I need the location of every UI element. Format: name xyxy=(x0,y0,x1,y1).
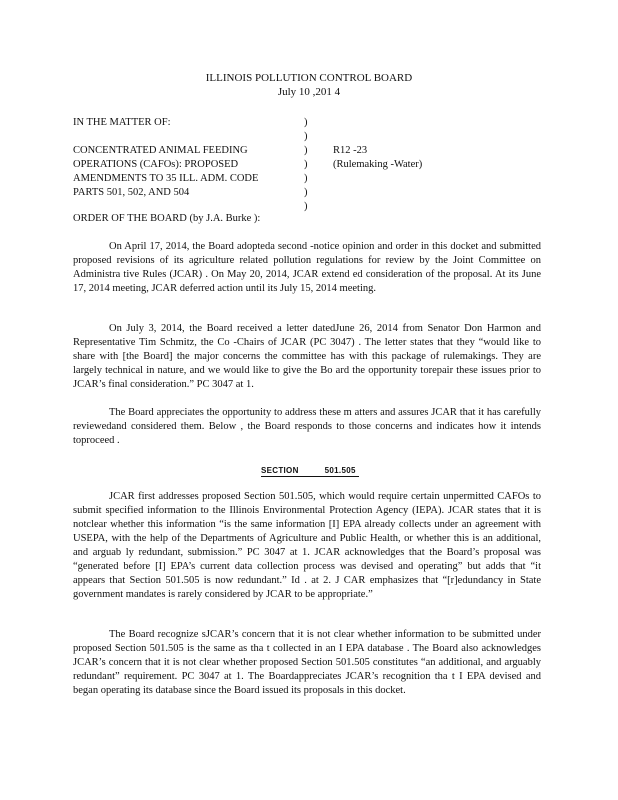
paragraph-1-text: On April 17, 2014, the Board adopteda second -notice opinion and order in this docket and submitted proposed revisions of its agriculture related pollution regulations for review by the Joint Committee on Administra tive Rules (JCAR) . On May 20, 2014, JCAR extend ed consideration of the proposal. At its June 17, 2014 meeting, JCAR deferred action until its July 15, 2014 meeting. xyxy=(73,241,541,294)
caption-paren: ) xyxy=(304,187,308,198)
paragraph-3 xyxy=(73,406,541,448)
section-number: 501.505 xyxy=(324,466,356,475)
caption-line-1: IN THE MATTER OF: xyxy=(73,117,171,128)
caption-paren: ) xyxy=(304,145,308,156)
caption-paren: ) xyxy=(304,117,308,128)
docket-number: R12 -23 xyxy=(333,145,368,156)
order-line: ORDER OF THE BOARD (by J.A. Burke ): xyxy=(73,213,261,224)
caption-paren: ) xyxy=(304,173,308,184)
paragraph-1 xyxy=(73,240,541,296)
board-title: ILLINOIS POLLUTION CONTROL BOARD xyxy=(205,72,413,84)
caption-line-3: CONCENTRATED ANIMAL FEEDING xyxy=(73,145,248,156)
caption-paren: ) xyxy=(304,159,308,170)
paragraph-5 xyxy=(73,628,541,698)
section-label: SECTION xyxy=(261,466,299,475)
caption-line-4: OPERATIONS (CAFOs): PROPOSED xyxy=(73,159,239,170)
paragraph-2-text: On July 3, 2014, the Board received a letter datedJune 26, 2014 from Senator Don Harmon and Representative Tim Schmitz, the Co -Chairs of JCAR (PC 3047) . The letter states that they “would like to share with [the Board] the major concerns the committee has with this package of rulemakings. They are largely technical in nature, and we would like to give the Bo ard the opportunity torepair these issues prior to JCAR’s final consideration.” PC 3047 at 1. xyxy=(73,323,541,390)
paragraph-5-text: The Board recognize sJCAR’s concern that it is not clear whether information to be submitted under proposed Section 501.505 is the same as tha t collected in an I EPA database . The Board also acknowledges JCAR’s concern that it is not clear whether proposed Section 501.505 constitutes “an additional, and arguably redundant” requirement. PC 3047 at 1. The Boardappreciates JCAR’s recognition tha t I EPA devised and began operating its database since the Board issued its proposals in this docket. xyxy=(73,629,541,696)
paragraph-4-text: JCAR first addresses proposed Section 501.505, which would require certain unpermitted CAFOs to submit specified information to the Illinois Environmental Protection Agency (IEPA). JCAR states that it is notclear whether this information “is the same information [I] EPA already collects under an agreement with USEPA, with the help of the Departments of Agriculture and Public Health, or whether this is an additional, and arguab ly redundant, submission.” PC 3047 at 1. JCAR acknowledges that the Board’s proposal was “generated before [I] EPA’s current data collection process was devised and operating” but adds that “it appears that Section 501.505 is now redundant.” Id . at 2. J CAR emphasizes that “[r]edundancy in State government mandates is rarely considered by JCAR to be appropriate.” xyxy=(73,491,541,600)
paragraph-4 xyxy=(73,490,541,602)
caption-line-5: AMENDMENTS TO 35 ILL. ADM. CODE xyxy=(73,173,259,184)
section-heading xyxy=(261,466,359,477)
paragraph-2 xyxy=(73,322,541,392)
caption-paren: ) xyxy=(304,131,308,142)
order-date: July 10 ,201 4 xyxy=(277,86,341,98)
caption-paren: ) xyxy=(304,201,308,212)
paragraph-3-text: The Board appreciates the opportunity to address these m atters and assures JCAR that it has carefully reviewedand considered them. Below , the Board responds to those concerns and indicates how it intends toproceed . xyxy=(73,407,541,446)
caption-line-6: PARTS 501, 502, AND 504 xyxy=(73,187,190,198)
docket-type: (Rulemaking -Water) xyxy=(333,159,423,170)
